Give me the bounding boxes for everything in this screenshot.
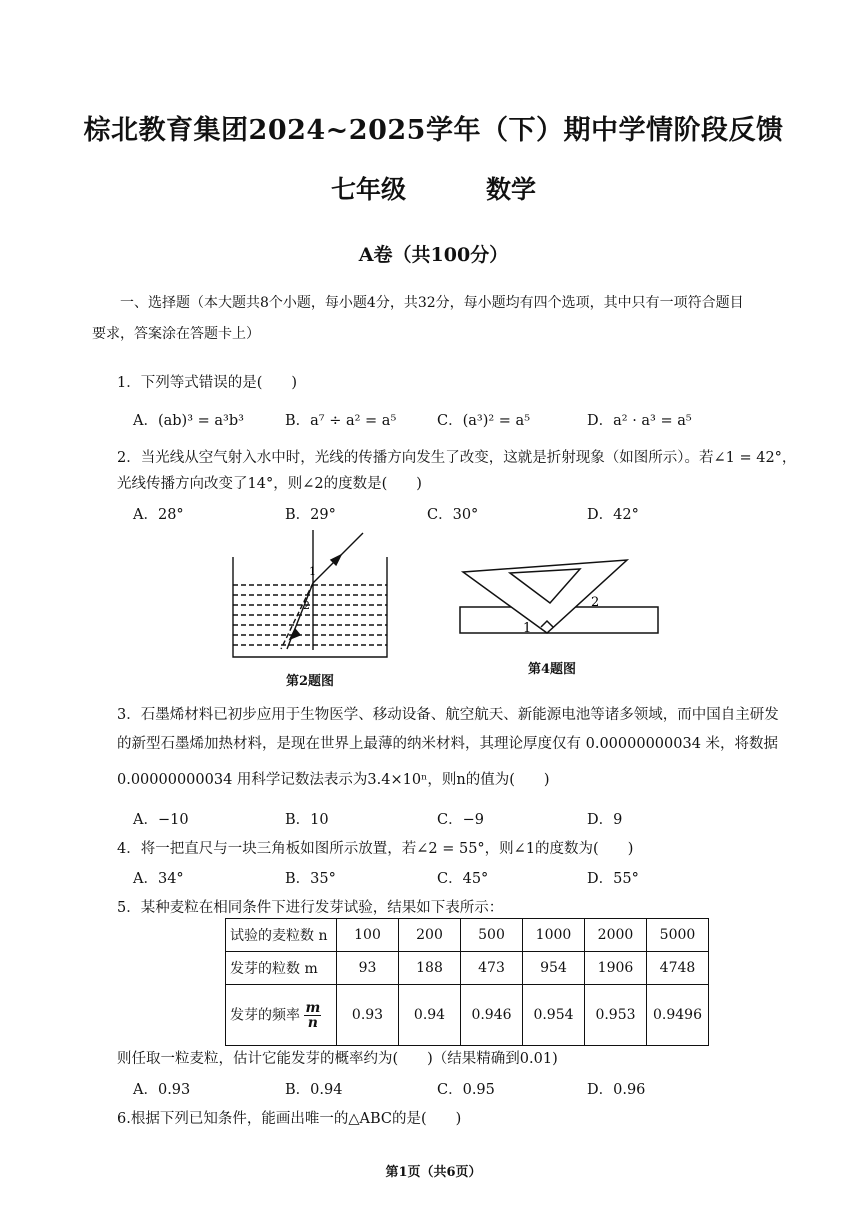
germination-table xyxy=(225,918,709,1046)
table-cell: 100 xyxy=(337,919,399,952)
frequency-label: 发芽的频率 xyxy=(230,1007,300,1023)
fraction-denominator: n xyxy=(307,1014,318,1031)
q3-stem-line2: 的新型石墨烯加热材料，是现在世界上最薄的纳米材料，其理论厚度仅有 0.00000000034 米，将数据 xyxy=(117,736,779,752)
q4-option-d: D．55° xyxy=(587,871,639,887)
q2-stem-line1: 2．当光线从空气射入水中时，光线的传播方向发生了改变，这就是折射现象（如图所示）。若∠1 = 42°， xyxy=(117,450,797,466)
table-cell: 0.946 xyxy=(461,985,523,1046)
q4-option-c: C．45° xyxy=(437,871,489,887)
table-cell: 0.953 xyxy=(585,985,647,1046)
q3-option-b: B．10 xyxy=(285,812,329,828)
exam-subtitle xyxy=(0,170,867,206)
q1-option-d: D．a² · a³ = a⁵ xyxy=(587,413,692,429)
table-cell: 1906 xyxy=(585,952,647,985)
frequency-fraction xyxy=(304,1001,321,1030)
section1-line1: 一、选择题（本大题共8个小题，每小题4分，共32分，每小题均有四个选项，其中只有一项符合题目 xyxy=(120,295,744,311)
q2-angle2-label: 2 xyxy=(303,599,310,612)
q5-option-a: A．0.93 xyxy=(133,1082,191,1098)
table-cell: 5000 xyxy=(647,919,709,952)
q3-stem-line1: 3．石墨烯材料已初步应用于生物医学、移动设备、航空航天、新能源电池等诸多领域，而中国自主研发 xyxy=(117,707,779,723)
refraction-figure xyxy=(225,525,405,670)
q5-followup: 则任取一粒麦粒，估计它能发芽的概率约为( )（结果精确到0.01) xyxy=(117,1051,558,1067)
q5-option-c: C．0.95 xyxy=(437,1082,495,1098)
q5-option-d: D．0.96 xyxy=(587,1082,646,1098)
table-cell: 93 xyxy=(337,952,399,985)
q6-stem: 6.根据下列已知条件，能画出唯一的△ABC的是( ) xyxy=(117,1111,462,1127)
q2-option-c: C．30° xyxy=(427,507,479,523)
paper-label: A卷（共100分） xyxy=(358,244,509,266)
q2-figure-caption: 第2题图 xyxy=(286,674,335,689)
q4-angle2-label: 2 xyxy=(591,595,600,610)
q2-option-d: D．42° xyxy=(587,507,639,523)
q2-option-a: A．28° xyxy=(133,507,184,523)
q4-angle1-label: 1 xyxy=(523,621,532,636)
grade-label: 七年级 xyxy=(330,175,406,204)
q3-stem-line3: 0.00000000034 用科学记数法表示为3.4×10ⁿ，则n的值为( ) xyxy=(117,772,550,788)
subject-label: 数学 xyxy=(486,175,537,204)
fraction-numerator: m xyxy=(305,999,321,1016)
q2-option-b: B．29° xyxy=(285,507,336,523)
page-number: 第1页（共6页） xyxy=(385,1165,482,1180)
q3-option-c: C．−9 xyxy=(437,812,484,828)
table-cell: 500 xyxy=(461,919,523,952)
table-row xyxy=(226,952,709,985)
table-cell: 0.9496 xyxy=(647,985,709,1046)
q1-stem: 1．下列等式错误的是( ) xyxy=(117,375,298,391)
q3-option-d: D．9 xyxy=(587,812,623,828)
q5-stem: 5．某种麦粒在相同条件下进行发芽试验，结果如下表所示： xyxy=(117,900,504,916)
q2-angle1-label: 1 xyxy=(309,565,316,578)
table-cell: 0.93 xyxy=(337,985,399,1046)
q1-option-c: C．(a³)² = a⁵ xyxy=(437,413,531,429)
table-cell: 1000 xyxy=(523,919,585,952)
table-cell: 0.94 xyxy=(399,985,461,1046)
q5-option-b: B．0.94 xyxy=(285,1082,343,1098)
table-cell: 2000 xyxy=(585,919,647,952)
table-cell: 954 xyxy=(523,952,585,985)
table-cell: 200 xyxy=(399,919,461,952)
table-row xyxy=(226,919,709,952)
q4-stem: 4．将一把直尺与一块三角板如图所示放置，若∠2 = 55°，则∠1的度数为( ) xyxy=(117,841,634,857)
table-cell: 4748 xyxy=(647,952,709,985)
exam-title: 棕北教育集团2024~2025学年（下）期中学情阶段反馈 xyxy=(83,115,784,146)
q3-option-a: A．−10 xyxy=(133,812,189,828)
table-cell: 188 xyxy=(399,952,461,985)
row-header-n: 试验的麦粒数 n xyxy=(226,919,337,952)
q2-stem-line2: 光线传播方向改变了14°，则∠2的度数是( ) xyxy=(117,476,422,492)
q4-option-b: B．35° xyxy=(285,871,336,887)
ruler-triangle-figure xyxy=(455,555,665,640)
q4-option-a: A．34° xyxy=(133,871,184,887)
row-header-m: 发芽的粒数 m xyxy=(226,952,337,985)
table-row xyxy=(226,985,709,1046)
q1-option-b: B．a⁷ ÷ a² = a⁵ xyxy=(285,413,397,429)
table-cell: 473 xyxy=(461,952,523,985)
table-cell: 0.954 xyxy=(523,985,585,1046)
q4-figure-caption: 第4题图 xyxy=(528,662,577,677)
q1-option-a: A．(ab)³ = a³b³ xyxy=(133,413,244,429)
row-header-frequency xyxy=(226,985,337,1046)
section1-line2: 要求，答案涂在答题卡上） xyxy=(92,326,260,342)
